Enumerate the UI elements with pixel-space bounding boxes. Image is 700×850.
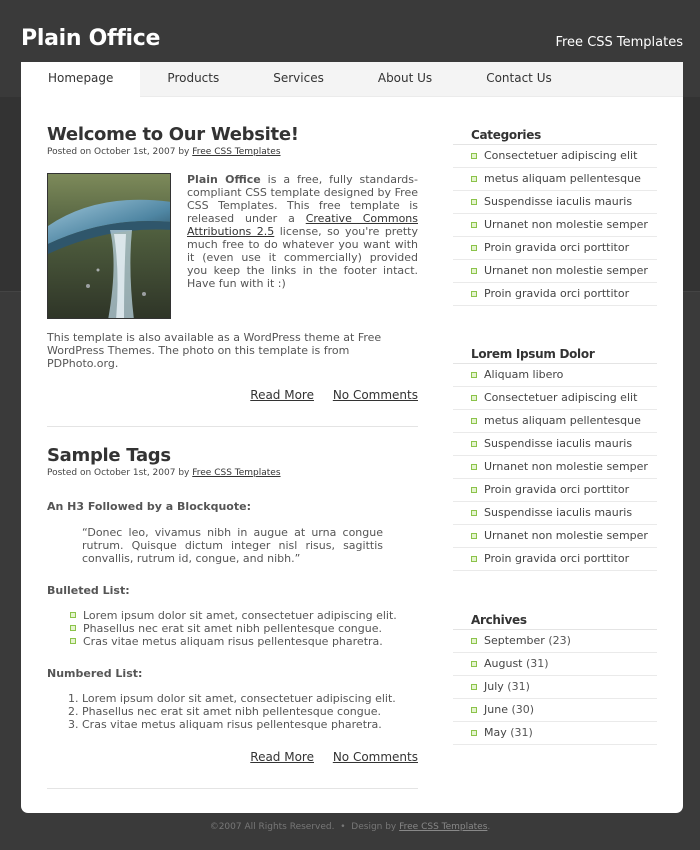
bullet-square-icon [471,464,477,470]
after-paragraph: This template is also available as a WordPress theme at Free WordPress Themes. The photo on this template is from PDPhoto.org. [47,331,382,370]
site-logo[interactable]: Plain Office [21,26,161,51]
bullet-square-icon [70,625,76,631]
bullet-square-icon [471,418,477,424]
archive-count: (30) [511,703,535,716]
bullet-square-icon [471,556,477,562]
sidebar-link-label[interactable]: June [484,703,508,716]
bullet-square-icon [471,222,477,228]
bullet-square-icon [471,291,477,297]
sidebar-link-label[interactable]: September [484,634,545,647]
site-tagline: Free CSS Templates [555,35,683,50]
bullet-square-icon [471,684,477,690]
post-byline: Posted on October 1st, 2007 by Free CSS Templates [47,147,281,157]
sidebar-link-label[interactable]: Suspendisse iaculis mauris [484,506,633,519]
sidebar-link[interactable] [453,237,657,260]
bullet-square-icon [471,153,477,159]
bullet-square-icon [471,441,477,447]
sidebar-link[interactable] [453,722,657,745]
sidebar-link-label[interactable]: May [484,726,507,739]
sidebar-link[interactable] [453,699,657,722]
sidebar-link[interactable] [453,479,657,502]
categories-title: Categories [453,128,657,145]
comments-link[interactable]: No Comments [332,388,418,402]
menu-products[interactable]: Products [167,71,220,85]
sidebar-link[interactable] [453,283,657,306]
list-item: Phasellus nec erat sit amet nibh pellentesque congue. [70,622,418,635]
sidebar-link-label[interactable]: Proin gravida orci porttitor [484,483,630,496]
sidebar-link[interactable] [453,525,657,548]
post-sample-tags [47,445,418,789]
archives-list [453,630,657,745]
bullet-square-icon [471,176,477,182]
bullet-square-icon [471,730,477,736]
bullet-square-icon [70,612,76,618]
list-item: 3. Cras vitae metus aliquam risus pellentesque pharetra. [82,718,418,731]
sidebar [453,128,657,745]
sidebar-link-label[interactable]: metus aliquam pellentesque [484,414,641,427]
sidebar-link[interactable] [453,168,657,191]
archive-count: (31) [526,657,549,670]
bullet-square-icon [471,510,477,516]
post-title[interactable]: Sample Tags [47,445,171,466]
post-links [47,750,418,788]
bullet-square-icon [471,395,477,401]
read-more-link[interactable]: Read More [250,750,314,764]
blockquote: “Donec leo, vivamus nibh in augue at urna congue rutrum. Quisque dictum integer nisl risus, sagittis convallis, rutrum id, congue, and nibh.” [82,526,383,565]
sidebar-link-label[interactable]: Suspendisse iaculis mauris [484,437,633,450]
sidebar-link-label[interactable]: Aliquam libero [484,368,564,381]
post-entry [47,500,418,731]
lorem-list [453,364,657,571]
menu-contact-us[interactable]: Contact Us [486,71,552,85]
sidebar-link[interactable] [453,191,657,214]
bullet-square-icon [70,638,76,644]
menu-homepage[interactable]: Homepage [21,62,140,97]
archive-count: (23) [548,634,571,647]
h3-blockquote-heading: An H3 Followed by a Blockquote: [47,500,251,513]
comments-link[interactable]: No Comments [332,750,418,764]
list-item: 2. Phasellus nec erat sit amet nibh pellentesque congue. [82,705,418,718]
sidebar-link-label[interactable]: Proin gravida orci porttitor [484,552,630,565]
bulleted-list [70,609,418,648]
archives-block [453,613,657,745]
post-title[interactable]: Welcome to Our Website! [47,124,299,145]
sidebar-link[interactable] [453,214,657,237]
sidebar-link-label[interactable]: July [484,680,504,693]
bullet-square-icon [471,661,477,667]
post-links [47,388,418,426]
read-more-link[interactable]: Read More [250,388,314,402]
sidebar-link[interactable] [453,364,657,387]
sidebar-link-label[interactable]: Proin gravida orci porttitor [484,241,630,254]
bullet-square-icon [471,199,477,205]
list-item: 1. Lorem ipsum dolor sit amet, consectetuer adipiscing elit. [82,692,418,705]
categories-block [453,128,657,306]
sidebar-link[interactable] [453,653,657,676]
bullet-square-icon [471,707,477,713]
water-fountain-photo [47,173,171,319]
footer-separator: • [340,822,346,832]
h3-numbered-heading: Numbered List: [47,667,143,680]
footer: ©2007 All Rights Reserved. • Design by Free CSS Templates. [209,822,491,832]
archive-count: (31) [507,680,530,693]
categories-list [453,145,657,306]
h3-bulleted-heading: Bulleted List: [47,584,130,597]
sidebar-link[interactable] [453,456,657,479]
bullet-square-icon [471,638,477,644]
lorem-block [453,347,657,571]
sidebar-link-label[interactable]: Urnanet non molestie semper [484,529,648,542]
sidebar-link[interactable] [453,676,657,699]
sidebar-link-label[interactable]: Urnanet non molestie semper [484,264,648,277]
bullet-square-icon [471,245,477,251]
sidebar-link[interactable] [453,260,657,283]
sidebar-link-label[interactable]: August [484,657,523,670]
sidebar-link[interactable] [453,548,657,571]
sidebar-link-label[interactable]: metus aliquam pellentesque [484,172,641,185]
numbered-list [82,692,418,731]
sidebar-link-label[interactable]: Urnanet non molestie semper [484,218,648,231]
lorem-title: Lorem Ipsum Dolor [453,347,657,364]
list-item: Cras vitae metus aliquam risus pellentesque pharetra. [70,635,418,648]
design-link[interactable]: Free CSS Templates [399,822,488,832]
author-link[interactable]: Free CSS Templates [192,468,281,478]
bullet-square-icon [471,372,477,378]
sidebar-link[interactable] [453,630,657,653]
main-content [47,124,418,789]
page-wrapper [21,62,683,813]
sidebar-link-label[interactable]: Suspendisse iaculis mauris [484,195,633,208]
post-byline: Posted on October 1st, 2007 by Free CSS Templates [47,468,281,478]
copyright-text: ©2007 All Rights Reserved. [209,822,335,832]
menu-services[interactable]: Services [273,71,324,85]
bullet-square-icon [471,268,477,274]
license-link[interactable]: Creative Commons Attributions 2.5 [187,212,418,238]
intro-paragraph: Plain Office is a free, fully standards-compliant CSS template designed by Free CSS Templates. This free template is released under a Creative Commons Attributions 2.5 license, so you're pretty much free to do whatever you want with it (even use it commercially) provided you keep the links in the footer intact. Have fun with it :) [187,173,418,290]
list-item: Lorem ipsum dolor sit amet, consectetuer adipiscing elit. [70,609,418,622]
post-welcome [47,124,418,427]
bullet-square-icon [471,533,477,539]
menu-about-us[interactable]: About Us [377,71,433,85]
photo-illustration [48,174,171,319]
sidebar-link-label[interactable]: Consectetuer adipiscing elit [484,149,638,162]
sidebar-link-label[interactable]: Consectetuer adipiscing elit [484,391,638,404]
design-by-text: Design by [351,822,400,832]
sidebar-link[interactable] [453,145,657,168]
main-menu [21,62,683,97]
author-link[interactable]: Free CSS Templates [192,147,281,157]
post-entry [47,173,418,370]
archives-title: Archives [453,613,657,630]
sidebar-link[interactable] [453,410,657,433]
sidebar-link[interactable] [453,387,657,410]
sidebar-link-label[interactable]: Urnanet non molestie semper [484,460,648,473]
archive-count: (31) [510,726,533,739]
sidebar-link-label[interactable]: Proin gravida orci porttitor [484,287,630,300]
sidebar-link[interactable] [453,502,657,525]
sidebar-link[interactable] [453,433,657,456]
bullet-square-icon [471,487,477,493]
